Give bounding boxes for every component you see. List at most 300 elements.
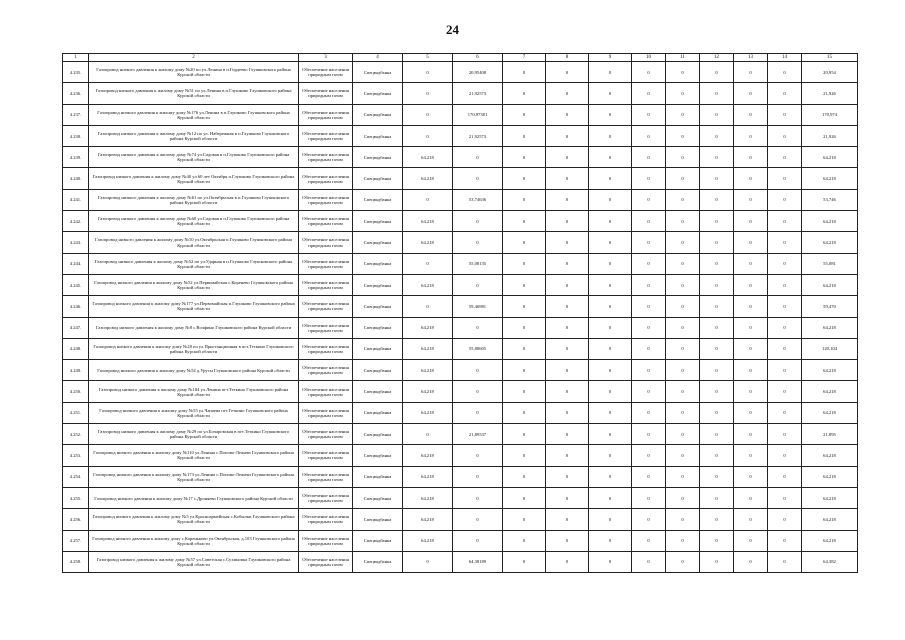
value-cell: 0 — [734, 125, 768, 146]
value-cell: 0 — [700, 83, 734, 104]
value-cell: 0 — [666, 317, 700, 338]
value-cell: 0 — [453, 211, 503, 232]
value-cell: 0 — [700, 530, 734, 551]
table-row — [63, 189, 858, 210]
total-cell: 64,218 — [802, 232, 858, 253]
value-cell: 0 — [734, 274, 768, 295]
value-cell: 0 — [453, 487, 503, 508]
value-cell: 0 — [734, 381, 768, 402]
value-cell: 0 — [503, 83, 546, 104]
value-cell: 0 — [768, 551, 802, 572]
value-cell: 0 — [632, 424, 666, 445]
value-cell: 0 — [632, 445, 666, 466]
value-cell: 0 — [768, 402, 802, 423]
value-cell: 64,218 — [403, 466, 453, 487]
value-cell: 0 — [666, 551, 700, 572]
row-code: 4.242. — [63, 211, 89, 232]
value-cell: 0 — [734, 104, 768, 125]
object-description: Газопровод низкого давления к жилому дому №74 ул.Садовая в п.Глушково Глушковского района Курской области — [89, 147, 299, 168]
value-cell: 0 — [589, 317, 632, 338]
value-cell: 0 — [503, 424, 546, 445]
value-cell: 0 — [589, 402, 632, 423]
row-code: 4.235. — [63, 62, 89, 83]
value-cell: 0 — [503, 296, 546, 317]
value-cell: 0 — [453, 147, 503, 168]
object-purpose: Обеспечение населения природным газом — [299, 424, 353, 445]
total-cell: 64,218 — [802, 402, 858, 423]
value-cell: 59,46981 — [453, 296, 503, 317]
object-description: Газопровод низкого давления к жилому дому №104 ул.Ленина пгт.Теткино Глушковского района Курской области — [89, 381, 299, 402]
value-cell: 0 — [453, 274, 503, 295]
value-cell: 0 — [453, 530, 503, 551]
value-cell: 0 — [632, 317, 666, 338]
value-cell: 0 — [589, 104, 632, 125]
row-code: 4.246. — [63, 296, 89, 317]
value-cell: 0 — [768, 424, 802, 445]
value-cell: 0 — [700, 402, 734, 423]
value-cell: 0 — [666, 466, 700, 487]
value-cell: 0 — [589, 338, 632, 359]
value-cell: 0 — [403, 551, 453, 572]
value-cell: 0 — [589, 296, 632, 317]
object-purpose: Обеспечение населения природным газом — [299, 317, 353, 338]
value-cell: 0 — [589, 424, 632, 445]
table-row — [63, 83, 858, 104]
row-code: 4.253. — [63, 445, 89, 466]
funding-category: Спецвадбанка — [353, 551, 403, 572]
funding-category: Спецвадбанка — [353, 445, 403, 466]
value-cell: 0 — [700, 551, 734, 572]
funding-category: Спецвадбанка — [353, 147, 403, 168]
object-purpose: Обеспечение населения природным газом — [299, 445, 353, 466]
value-cell: 0 — [734, 211, 768, 232]
object-purpose: Обеспечение населения природным газом — [299, 509, 353, 530]
value-cell: 0 — [700, 360, 734, 381]
value-cell: 0 — [546, 274, 589, 295]
total-cell: 64,218 — [802, 317, 858, 338]
value-cell: 55,88605 — [453, 338, 503, 359]
value-cell: 0 — [768, 211, 802, 232]
value-cell: 0 — [503, 189, 546, 210]
value-cell: 0 — [589, 381, 632, 402]
value-cell: 0 — [768, 189, 802, 210]
value-cell: 0 — [768, 83, 802, 104]
table-row — [63, 168, 858, 189]
value-cell: 0 — [768, 253, 802, 274]
value-cell: 0 — [503, 168, 546, 189]
value-cell: 0 — [734, 338, 768, 359]
funding-category: Спецвадбанка — [353, 317, 403, 338]
value-cell: 64,218 — [403, 147, 453, 168]
value-cell: 0 — [700, 274, 734, 295]
value-cell: 0 — [666, 62, 700, 83]
value-cell: 0 — [453, 445, 503, 466]
column-number: 14 — [768, 54, 802, 62]
table-row — [63, 466, 858, 487]
value-cell: 0 — [666, 83, 700, 104]
funding-category: Спецвадбанка — [353, 381, 403, 402]
object-description: Газопровод низкого давления к жилому дому №12 по ул. Набережная в п.Глушково Глушковского района Курской области — [89, 125, 299, 146]
table-row — [63, 445, 858, 466]
value-cell: 0 — [666, 445, 700, 466]
value-cell: 0 — [734, 189, 768, 210]
value-cell: 0 — [453, 317, 503, 338]
value-cell: 0 — [546, 147, 589, 168]
value-cell: 0 — [503, 530, 546, 551]
value-cell: 0 — [768, 104, 802, 125]
value-cell: 0 — [546, 211, 589, 232]
header-row — [63, 54, 858, 62]
total-cell: 64,218 — [802, 360, 858, 381]
value-cell: 0 — [589, 147, 632, 168]
row-code: 4.240. — [63, 168, 89, 189]
row-code: 4.237. — [63, 104, 89, 125]
column-number: 10 — [632, 54, 666, 62]
object-description: Газопровод низкого давления к жилому дому с.Кореньково ул.Октябрьская, д.103 Глушковского района Курской области — [89, 530, 299, 551]
value-cell: 0 — [700, 487, 734, 508]
object-description: Газопровод низкого давления к жилому дому №60 ул.Садовая в п.Глушково Глушковского района Курской области — [89, 211, 299, 232]
object-description: Газопровод низкого давления к жилому дому №29 по ул.Бочаровская в пгт.Теткино Глушковского района Курской области — [89, 424, 299, 445]
value-cell: 170,97381 — [453, 104, 503, 125]
value-cell: 0 — [453, 402, 503, 423]
funding-category: Спецвадбанка — [353, 466, 403, 487]
object-purpose: Обеспечение населения природным газом — [299, 104, 353, 125]
value-cell: 0 — [632, 168, 666, 189]
value-cell: 0 — [546, 402, 589, 423]
table-row — [63, 125, 858, 146]
value-cell: 0 — [589, 360, 632, 381]
value-cell: 0 — [503, 381, 546, 402]
value-cell: 0 — [700, 317, 734, 338]
funding-category: Спецвадбанка — [353, 530, 403, 551]
funding-category: Спецвадбанка — [353, 104, 403, 125]
column-number: 4 — [353, 54, 403, 62]
column-number: 5 — [403, 54, 453, 62]
value-cell: 0 — [700, 296, 734, 317]
object-purpose: Обеспечение населения природным газом — [299, 232, 353, 253]
total-cell: 20,954 — [802, 62, 858, 83]
value-cell: 0 — [632, 466, 666, 487]
value-cell: 0 — [768, 338, 802, 359]
value-cell: 0 — [589, 83, 632, 104]
value-cell: 0 — [666, 125, 700, 146]
value-cell: 0 — [768, 147, 802, 168]
value-cell: 0 — [503, 62, 546, 83]
total-cell: 64,218 — [802, 445, 858, 466]
value-cell: 64,218 — [403, 381, 453, 402]
row-code: 4.247. — [63, 317, 89, 338]
value-cell: 0 — [666, 168, 700, 189]
value-cell: 0 — [632, 381, 666, 402]
value-cell: 0 — [546, 509, 589, 530]
value-cell: 0 — [453, 509, 503, 530]
value-cell: 0 — [503, 274, 546, 295]
value-cell: 64,218 — [403, 338, 453, 359]
value-cell: 0 — [768, 125, 802, 146]
value-cell: 0 — [589, 253, 632, 274]
value-cell: 0 — [589, 189, 632, 210]
value-cell: 0 — [700, 466, 734, 487]
value-cell: 0 — [589, 232, 632, 253]
object-description: Газопровод низкого давления к жилому дому №54 д.Урусы Глушковского района Курской области — [89, 360, 299, 381]
value-cell: 0 — [734, 530, 768, 551]
value-cell: 0 — [700, 232, 734, 253]
object-description: Газопровод низкого давления к жилому дому №28 по ул.Пристанционная в пгт.Теткино Глушковского района Курской области — [89, 338, 299, 359]
value-cell: 0 — [700, 445, 734, 466]
value-cell: 0 — [503, 125, 546, 146]
value-cell: 0 — [734, 360, 768, 381]
value-cell: 0 — [546, 253, 589, 274]
funding-category: Спецвадбанка — [353, 360, 403, 381]
object-description: Газопровод низкого давления к жилому дому №176 ул.Ленина в п.Глушково Глушковского района Курской области — [89, 104, 299, 125]
value-cell: 0 — [666, 104, 700, 125]
value-cell: 21,92573 — [453, 83, 503, 104]
value-cell: 0 — [666, 509, 700, 530]
value-cell: 0 — [700, 338, 734, 359]
value-cell: 0 — [403, 253, 453, 274]
row-code: 4.241. — [63, 189, 89, 210]
object-description: Газопровод низкого давления к жилому дому №51 по ул.Ленина в п.Глушково Глушковского района Курской области — [89, 83, 299, 104]
object-purpose: Обеспечение населения природным газом — [299, 296, 353, 317]
value-cell: 0 — [666, 360, 700, 381]
object-purpose: Обеспечение населения природным газом — [299, 338, 353, 359]
column-number: 15 — [802, 54, 858, 62]
funding-category: Спецвадбанка — [353, 338, 403, 359]
total-cell: 64,218 — [802, 211, 858, 232]
value-cell: 0 — [632, 360, 666, 381]
value-cell: 0 — [403, 104, 453, 125]
total-cell: 21,895 — [802, 424, 858, 445]
value-cell: 0 — [768, 62, 802, 83]
value-cell: 0 — [700, 168, 734, 189]
table-row — [63, 274, 858, 295]
value-cell: 64,38189 — [453, 551, 503, 572]
value-cell: 0 — [666, 211, 700, 232]
page-number: 24 — [446, 22, 459, 37]
value-cell: 0 — [734, 424, 768, 445]
value-cell: 0 — [546, 338, 589, 359]
value-cell: 0 — [734, 296, 768, 317]
object-purpose: Обеспечение населения природным газом — [299, 253, 353, 274]
total-cell: 21,926 — [802, 125, 858, 146]
value-cell: 0 — [589, 125, 632, 146]
value-cell: 0 — [546, 104, 589, 125]
object-description: Газопровод низкого давления к жилому дому №52 ул.Первомайская с.Коренево Глушковского района Курской области — [89, 274, 299, 295]
value-cell: 53,74636 — [453, 189, 503, 210]
value-cell: 0 — [546, 83, 589, 104]
value-cell: 64,218 — [403, 530, 453, 551]
column-number: 13 — [734, 54, 768, 62]
value-cell: 0 — [666, 232, 700, 253]
funding-category: Спецвадбанка — [353, 424, 403, 445]
object-purpose: Обеспечение населения природным газом — [299, 83, 353, 104]
value-cell: 0 — [666, 189, 700, 210]
value-cell: 64,218 — [403, 360, 453, 381]
funding-category: Спецвадбанка — [353, 402, 403, 423]
object-purpose: Обеспечение населения природным газом — [299, 168, 353, 189]
value-cell: 0 — [503, 104, 546, 125]
funding-category: Спецвадбанка — [353, 189, 403, 210]
row-code: 4.258. — [63, 551, 89, 572]
value-cell: 0 — [666, 274, 700, 295]
value-cell: 0 — [546, 424, 589, 445]
row-code: 4.245. — [63, 274, 89, 295]
funding-category: Спецвадбанка — [353, 168, 403, 189]
value-cell: 0 — [503, 487, 546, 508]
value-cell: 0 — [734, 402, 768, 423]
row-code: 4.244. — [63, 253, 89, 274]
table-row — [63, 296, 858, 317]
object-purpose: Обеспечение населения природным газом — [299, 487, 353, 508]
value-cell: 64,218 — [403, 509, 453, 530]
value-cell: 0 — [768, 509, 802, 530]
value-cell: 0 — [403, 424, 453, 445]
value-cell: 0 — [589, 466, 632, 487]
value-cell: 0 — [589, 168, 632, 189]
funding-category: Спецвадбанка — [353, 125, 403, 146]
object-purpose: Обеспечение населения природным газом — [299, 360, 353, 381]
total-cell: 53,746 — [802, 189, 858, 210]
value-cell: 0 — [734, 62, 768, 83]
value-cell: 0 — [546, 381, 589, 402]
value-cell: 64,218 — [403, 317, 453, 338]
funding-category: Спецвадбанка — [353, 83, 403, 104]
value-cell: 0 — [589, 62, 632, 83]
value-cell: 0 — [734, 317, 768, 338]
column-number: 8 — [546, 54, 589, 62]
funding-category: Спецвадбанка — [353, 253, 403, 274]
object-description: Газопровод низкого давления к жилому дому №61 по ул.Октябрьская в п.Глушково Глушковского района Курской области — [89, 189, 299, 210]
value-cell: 0 — [700, 104, 734, 125]
value-cell: 21,89537 — [453, 424, 503, 445]
value-cell: 0 — [453, 381, 503, 402]
row-code: 4.236. — [63, 83, 89, 104]
value-cell: 0 — [768, 360, 802, 381]
value-cell: 0 — [503, 466, 546, 487]
value-cell: 0 — [589, 274, 632, 295]
object-description: Газопровод низкого давления к жилому дому №8 с.Волфино Глушковского района Курской области — [89, 317, 299, 338]
object-description: Газопровод низкого давления к жилому дому №110 ул.Ленина с.Попово-Лежачи Глушковского района Курской области — [89, 445, 299, 466]
value-cell: 0 — [503, 317, 546, 338]
value-cell: 0 — [734, 83, 768, 104]
value-cell: 0 — [632, 402, 666, 423]
value-cell: 21,92573 — [453, 125, 503, 146]
value-cell: 0 — [768, 274, 802, 295]
value-cell: 0 — [589, 530, 632, 551]
table-row — [63, 104, 858, 125]
object-purpose: Обеспечение населения природным газом — [299, 189, 353, 210]
value-cell: 0 — [632, 551, 666, 572]
value-cell: 0 — [589, 487, 632, 508]
value-cell: 0 — [589, 551, 632, 572]
row-code: 4.238. — [63, 125, 89, 146]
value-cell: 0 — [700, 381, 734, 402]
value-cell: 55,08135 — [453, 253, 503, 274]
value-cell: 0 — [632, 189, 666, 210]
value-cell: 0 — [666, 487, 700, 508]
column-number: 2 — [89, 54, 299, 62]
total-cell: 21,926 — [802, 83, 858, 104]
value-cell: 0 — [403, 296, 453, 317]
total-cell: 64,218 — [802, 487, 858, 508]
value-cell: 64,218 — [403, 402, 453, 423]
value-cell: 0 — [734, 551, 768, 572]
table-row — [63, 338, 858, 359]
object-purpose: Обеспечение населения природным газом — [299, 551, 353, 572]
value-cell: 64,218 — [403, 445, 453, 466]
table-row — [63, 62, 858, 83]
row-code: 4.254. — [63, 466, 89, 487]
object-description: Газопровод низкого давления к жилому дому №57 ул.Советская с.Сухиновка Глушковского района Курской области — [89, 551, 299, 572]
object-description: Газопровод низкого давления к жилому дому №177 ул.Первомайская п.Глушково Глушковского района Курской области — [89, 296, 299, 317]
value-cell: 0 — [503, 360, 546, 381]
value-cell: 0 — [666, 296, 700, 317]
total-cell: 64,382 — [802, 551, 858, 572]
value-cell: 0 — [700, 62, 734, 83]
object-purpose: Обеспечение населения природным газом — [299, 381, 353, 402]
value-cell: 0 — [632, 274, 666, 295]
value-cell: 0 — [546, 487, 589, 508]
value-cell: 0 — [700, 509, 734, 530]
value-cell: 0 — [734, 445, 768, 466]
value-cell: 0 — [666, 338, 700, 359]
value-cell: 0 — [403, 189, 453, 210]
table-row — [63, 509, 858, 530]
value-cell: 0 — [734, 509, 768, 530]
value-cell: 0 — [632, 211, 666, 232]
funding-category: Спецвадбанка — [353, 211, 403, 232]
funding-category: Спецвадбанка — [353, 274, 403, 295]
value-cell: 0 — [453, 232, 503, 253]
object-purpose: Обеспечение населения природным газом — [299, 147, 353, 168]
value-cell: 0 — [453, 168, 503, 189]
total-cell: 55,081 — [802, 253, 858, 274]
object-description: Газопровод низкого давления к жилому дому №40 ул.60 лет Октября п.Глушково Глушковского района Курской области — [89, 168, 299, 189]
row-code: 4.243. — [63, 232, 89, 253]
value-cell: 0 — [503, 402, 546, 423]
value-cell: 0 — [700, 189, 734, 210]
funding-category: Спецвадбанка — [353, 232, 403, 253]
column-number: 3 — [299, 54, 353, 62]
row-code: 4.248. — [63, 338, 89, 359]
value-cell: 0 — [666, 530, 700, 551]
total-cell: 64,218 — [802, 381, 858, 402]
value-cell: 0 — [546, 530, 589, 551]
object-description: Газопровод низкого давления к жилому дому №5 ул.Красноармейская с.Кобылки Глушковского района Курской области — [89, 509, 299, 530]
funding-category: Спецвадбанка — [353, 296, 403, 317]
value-cell: 64,218 — [403, 274, 453, 295]
value-cell: 0 — [666, 424, 700, 445]
value-cell: 0 — [546, 317, 589, 338]
value-cell: 0 — [546, 62, 589, 83]
value-cell: 0 — [734, 232, 768, 253]
value-cell: 0 — [546, 466, 589, 487]
value-cell: 64,218 — [403, 168, 453, 189]
column-number: 1 — [63, 54, 89, 62]
value-cell: 0 — [700, 125, 734, 146]
value-cell: 0 — [734, 147, 768, 168]
value-cell: 0 — [666, 253, 700, 274]
value-cell: 0 — [632, 487, 666, 508]
object-purpose: Обеспечение населения природным газом — [299, 274, 353, 295]
total-cell: 64,218 — [802, 530, 858, 551]
value-cell: 0 — [768, 296, 802, 317]
funding-category: Спецвадбанка — [353, 487, 403, 508]
row-code: 4.239. — [63, 147, 89, 168]
value-cell: 0 — [632, 104, 666, 125]
value-cell: 0 — [768, 445, 802, 466]
total-cell: 64,218 — [802, 147, 858, 168]
